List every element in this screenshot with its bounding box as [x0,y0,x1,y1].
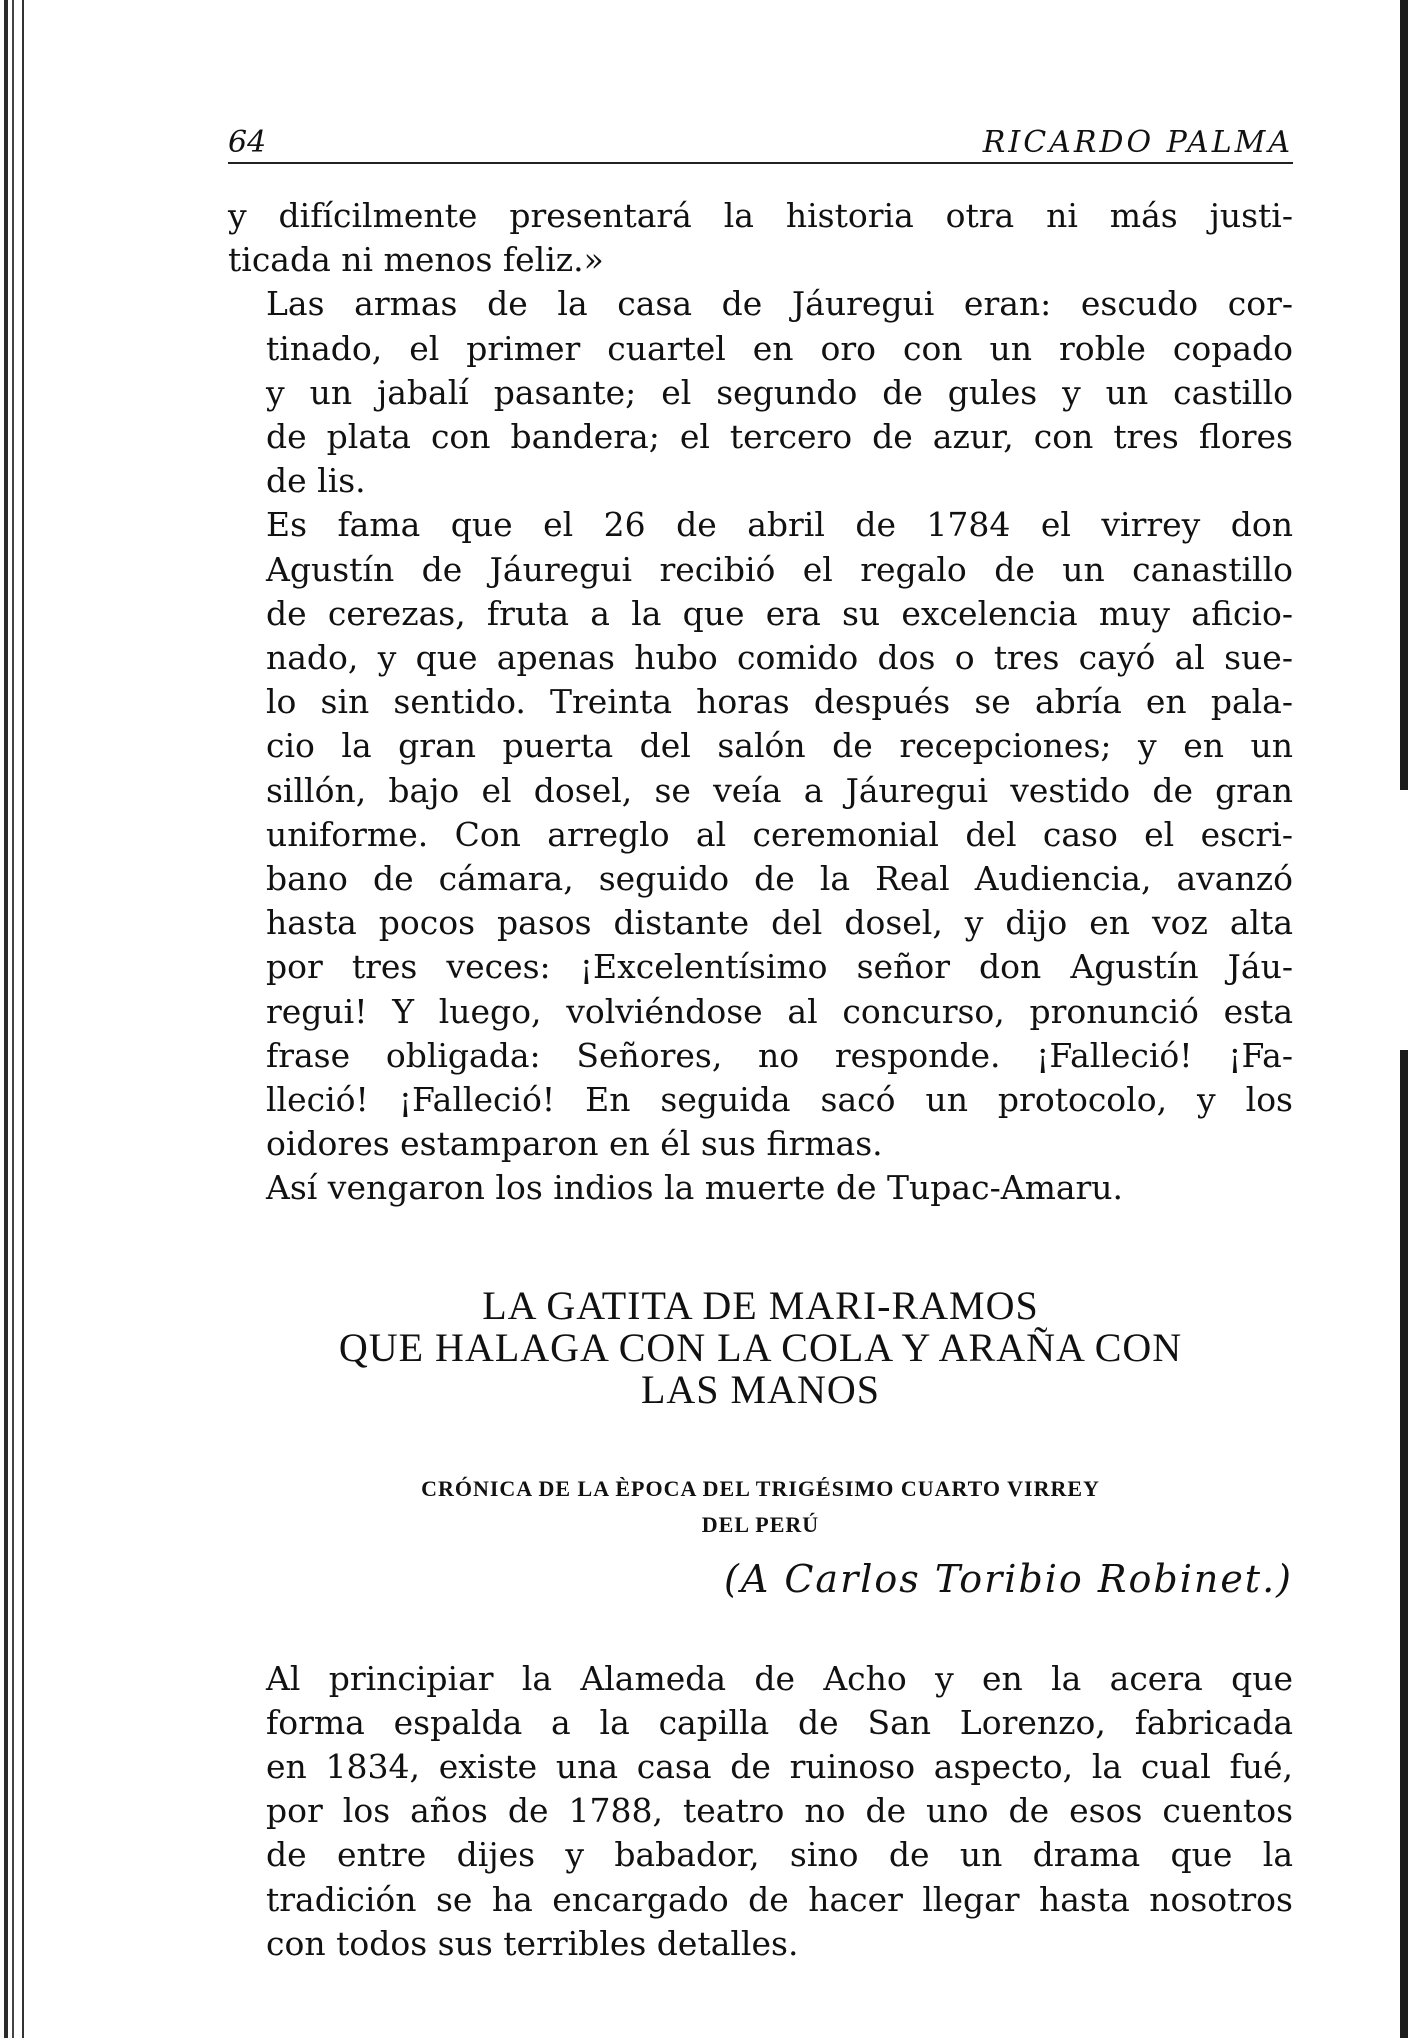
text-line: lo sin sentido. Treinta horas después se abría en pala- [266,682,1293,722]
paragraph [228,1657,1293,1966]
text-line: hasta pocos pasos distante del dosel, y dijo en voz alta [266,903,1293,943]
text-line: de plata con bandera; el tercero de azur, con tres flores [266,417,1293,457]
body-text-section-1 [228,194,1293,1211]
text-line: de lis. [266,461,366,501]
text-line: cio la gran puerta del salón de recepciones; y en un [266,726,1293,766]
chapter-title-line: QUE HALAGA CON LA COLA Y ARAÑA CON [338,1324,1183,1370]
text-line: Agustín de Jáuregui recibió el regalo de un canastillo [266,549,1293,589]
text-line: sillón, bajo el dosel, se veía a Jáuregui vestido de gran [266,770,1293,810]
chapter-title [228,1282,1293,1412]
dedication: (A Carlos Toribio Robinet.) [724,1556,1293,1601]
text-line: con todos sus terribles detalles. [266,1923,799,1963]
text-line: de entre dijes y babador, sino de un drama que la [266,1835,1293,1875]
text-line: bano de cámara, seguido de la Real Audiencia, avanzó [266,859,1293,899]
paragraph [228,194,1293,282]
paragraph [228,503,1293,1166]
text-line: en 1834, existe una casa de ruinoso aspecto, la cual fué, [266,1747,1293,1787]
page-header [228,120,1293,164]
text-line: tinado, el primer cuartel en oro con un roble copado [266,328,1293,368]
text-line: forma espalda a la capilla de San Lorenzo, fabricada [266,1702,1293,1742]
text-line: y un jabalí pasante; el segundo de gules y un castillo [266,372,1293,412]
chapter-title-line: LA GATITA DE MARI-RAMOS [482,1282,1039,1328]
scan-left-margin [0,0,48,2038]
chapter-title-line: LAS MANOS [640,1366,881,1412]
chapter-subtitle-line: CRÓNICA DE LA ÈPOCA DEL TRIGÉSIMO CUARTO VIRREY [421,1475,1100,1501]
text-line: uniforme. Con arreglo al ceremonial del caso el escri- [266,814,1293,854]
paragraph [228,282,1293,503]
text-line: lleció! ¡Falleció! En seguida sacó un protocolo, y los [266,1080,1293,1120]
text-line: frase obligada: Señores, no responde. ¡Falleció! ¡Fa- [266,1035,1293,1075]
page-number: 64 [228,125,267,160]
chapter-subtitle-line: DEL PERÚ [701,1511,820,1537]
scan-right-edge-bottom [1400,1050,1408,2038]
text-line: Es fama que el 26 de abril de 1784 el virrey don [266,505,1293,545]
text-line: Las armas de la casa de Jáuregui eran: escudo cor- [266,284,1293,324]
text-line: por los años de 1788, teatro no de uno de esos cuentos [266,1791,1293,1831]
body-text-section-2 [228,1657,1293,1966]
text-line: Así vengaron los indios la muerte de Tupac-Amaru. [266,1168,1124,1208]
text-line: nado, y que apenas hubo comido dos o tres cayó al sue- [266,638,1293,678]
text-line: regui! Y luego, volviéndose al concurso, pronunció esta [266,991,1293,1031]
scan-right-edge-top [1400,0,1408,790]
text-line: de cerezas, fruta a la que era su excelencia muy aficio- [266,593,1293,633]
text-line: y difícilmente presentará la historia otra ni más justi- [228,196,1293,235]
running-title: RICARDO PALMA [982,125,1293,160]
text-line: ticada ni menos feliz.» [228,240,604,280]
text-line: por tres veces: ¡Excelentísimo señor don Agustín Jáu- [266,947,1293,987]
paragraph [228,1166,1293,1210]
text-line: tradición se ha encargado de hacer llegar hasta nosotros [266,1879,1293,1919]
book-page [228,120,1293,1966]
text-line: Al principiar la Alameda de Acho y en la acera que [266,1658,1293,1698]
chapter-subtitle [228,1471,1293,1543]
text-line: oidores estamparon en él sus firmas. [266,1124,883,1164]
